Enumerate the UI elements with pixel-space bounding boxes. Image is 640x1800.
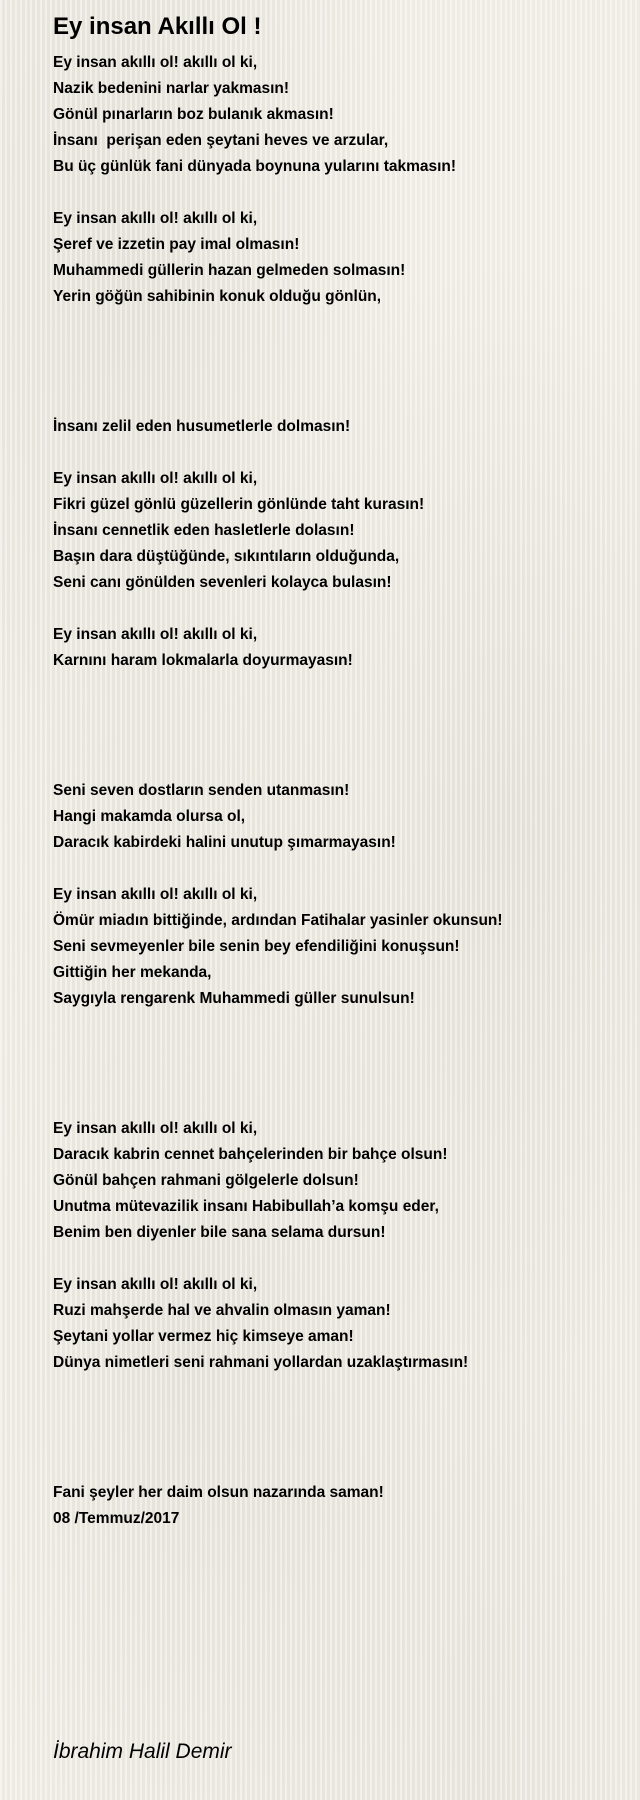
- poem-date: 08 /Temmuz/2017: [53, 1510, 180, 1527]
- poem-line: Karnını haram lokmalarla doyurmayasın!: [53, 652, 353, 669]
- stanza-5: [53, 622, 633, 674]
- poem-line: Ömür miadın bittiğinde, ardından Fatihalar yasinler okunsun!: [53, 912, 503, 929]
- stanza-1: [53, 50, 633, 180]
- poem-line: Nazik bedenini narlar yakmasın!: [53, 80, 290, 97]
- poem-line: Seni seven dostların senden utanmasın!: [53, 782, 350, 799]
- poem-line: Daracık kabirdeki halini unutup şımarmayasın!: [53, 834, 396, 851]
- stanza-gap: [53, 1376, 633, 1480]
- stanza-gap: [53, 674, 633, 778]
- stanza-gap: [53, 180, 633, 206]
- stanza-gap: [53, 1246, 633, 1272]
- poem-line: Saygıyla rengarenk Muhammedi güller sunulsun!: [53, 990, 415, 1007]
- poem-line: Ey insan akıllı ol! akıllı ol ki,: [53, 1120, 258, 1137]
- poem-line: Daracık kabrin cennet bahçelerinden bir bahçe olsun!: [53, 1146, 448, 1163]
- poem-line: Ey insan akıllı ol! akıllı ol ki,: [53, 470, 258, 487]
- stanza-9: [53, 1272, 633, 1376]
- poem-line: Başın dara düştüğünde, sıkıntıların olduğunda,: [53, 548, 400, 565]
- poem-line: Dünya nimetleri seni rahmani yollardan uzaklaştırmasın!: [53, 1354, 469, 1371]
- poem-body: [53, 50, 633, 1532]
- poem-author: İbrahim Halil Demir: [53, 1740, 232, 1763]
- poem-line: Gönül pınarların boz bulanık akmasın!: [53, 106, 334, 123]
- stanza-3: [53, 414, 633, 440]
- poem-line: Unutma mütevazilik insanı Habibullah’a komşu eder,: [53, 1198, 439, 1215]
- poem-line: İnsanı zelil eden husumetlerle dolmasın!: [53, 418, 351, 435]
- stanza-gap: [53, 1012, 633, 1116]
- stanza-gap: [53, 856, 633, 882]
- poem-line: Ruzi mahşerde hal ve ahvalin olmasın yaman!: [53, 1302, 391, 1319]
- stanza-7: [53, 882, 633, 1012]
- poem-line: Ey insan akıllı ol! akıllı ol ki,: [53, 626, 258, 643]
- poem-line: Fani şeyler her daim olsun nazarında saman!: [53, 1484, 384, 1501]
- stanza-10: [53, 1480, 633, 1532]
- stanza-8: [53, 1116, 633, 1246]
- poem-line: Seni canı gönülden sevenleri kolayca bulasın!: [53, 574, 392, 591]
- poem-line: İnsanı cennetlik eden hasletlerle dolasın!: [53, 522, 355, 539]
- poem-line: Hangi makamda olursa ol,: [53, 808, 246, 825]
- poem-title: Ey insan Akıllı Ol !: [53, 13, 262, 40]
- poem-line: Şeref ve izzetin pay imal olmasın!: [53, 236, 300, 253]
- poem-line: Ey insan akıllı ol! akıllı ol ki,: [53, 210, 258, 227]
- poem-line: Ey insan akıllı ol! akıllı ol ki,: [53, 886, 258, 903]
- poem-line: Benim ben diyenler bile sana selama dursun!: [53, 1224, 386, 1241]
- poem-line: Muhammedi güllerin hazan gelmeden solmasın!: [53, 262, 406, 279]
- poem-page: [53, 0, 633, 1532]
- stanza-gap: [53, 596, 633, 622]
- poem-line: İnsanı perişan eden şeytani heves ve arzular,: [53, 132, 389, 149]
- stanza-4: [53, 466, 633, 596]
- poem-line: Şeytani yollar vermez hiç kimseye aman!: [53, 1328, 354, 1345]
- stanza-6: [53, 778, 633, 856]
- poem-line: Bu üç günlük fani dünyada boynuna yularını takmasın!: [53, 158, 457, 175]
- poem-line: Gönül bahçen rahmani gölgelerle dolsun!: [53, 1172, 359, 1189]
- stanza-2: [53, 206, 633, 310]
- stanza-gap: [53, 440, 633, 466]
- poem-line: Gittiğin her mekanda,: [53, 964, 212, 981]
- poem-line: Yerin göğün sahibinin konuk olduğu gönlün,: [53, 288, 382, 305]
- poem-line: Seni sevmeyenler bile senin bey efendiliğini konuşsun!: [53, 938, 460, 955]
- poem-line: Ey insan akıllı ol! akıllı ol ki,: [53, 1276, 258, 1293]
- poem-line: Fikri güzel gönlü güzellerin gönlünde taht kurasın!: [53, 496, 425, 513]
- stanza-gap: [53, 310, 633, 414]
- poem-line: Ey insan akıllı ol! akıllı ol ki,: [53, 54, 258, 71]
